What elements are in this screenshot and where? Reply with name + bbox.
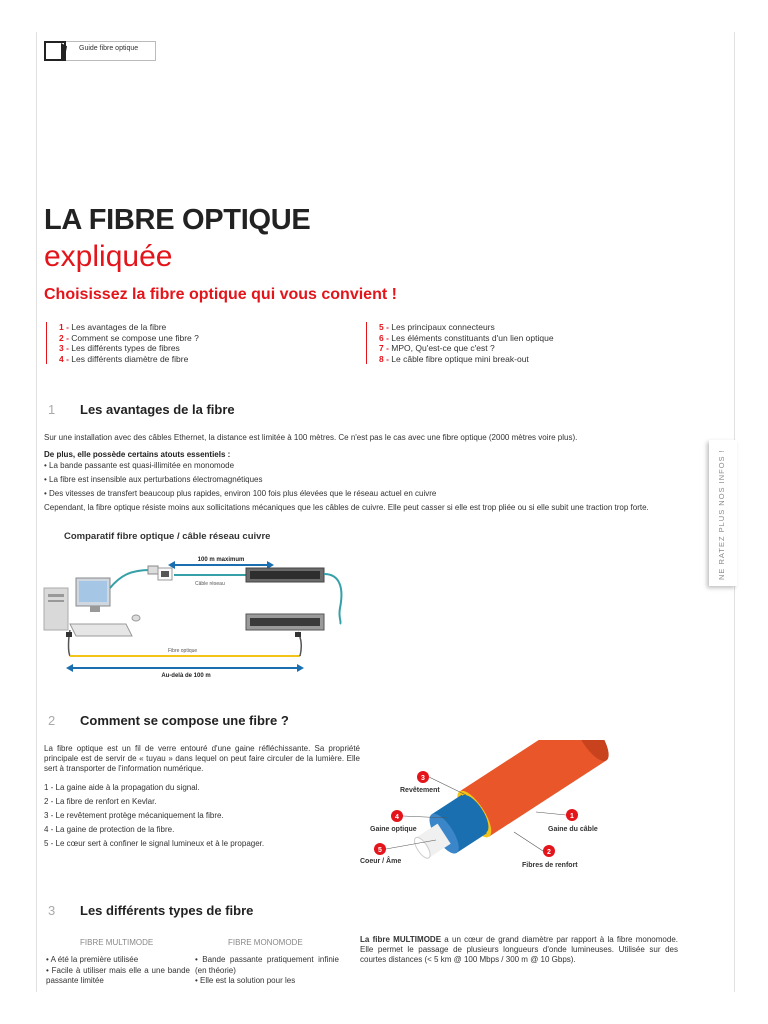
fiber-component-1: 1 - La gaine aide à la propagation du signal. (44, 783, 200, 792)
computer-icon (44, 578, 140, 636)
multimode-description (360, 935, 678, 965)
multimode-column-head: FIBRE MULTIMODE (80, 938, 154, 947)
monomode-column (195, 955, 339, 987)
multimode-column (46, 955, 190, 987)
toc-item-8[interactable]: 8 - Le câble fibre optique mini break-out (379, 353, 529, 364)
newsletter-side-tab[interactable] (709, 440, 737, 586)
svg-text:Gaine optique: Gaine optique (370, 826, 417, 833)
bottom-distance-arrow (66, 664, 304, 679)
fiber-cable-figure (356, 740, 616, 875)
comparison-chart-title: Comparatif fibre optique / câble réseau cuivre (64, 531, 271, 542)
section-2-heading: 2 Comment se compose une fibre ? (48, 713, 289, 728)
multimode-point-2: • Facile à utiliser mais elle a une bande passante limitée (46, 965, 190, 985)
atout-item-2: • La fibre est insensible aux perturbations électromagnétiques (44, 475, 263, 484)
atout-item-3: • Des vitesses de transfert beaucoup plus rapides, environ 100 fois plus élevées que le réseau actuel en cuivre (44, 489, 437, 498)
page-title: LA FIBRE OPTIQUE (44, 204, 311, 236)
callout-1 (536, 809, 598, 833)
switch-top-icon (246, 568, 324, 582)
switch-bottom-icon (246, 614, 324, 630)
fiber-component-3: 3 - Le revêtement protège mécaniquement la fibre. (44, 811, 224, 820)
fiber-component-4: 4 - La gaine de protection de la fibre. (44, 825, 175, 834)
comparison-diagram (40, 548, 360, 688)
monomode-point-1: • Bande passante pratiquement infinie (en théorie) (195, 955, 339, 975)
multimode-description-text: a un cœur de grand diamètre par rapport à la fibre monomode. Elle permet le passage de plusieurs longueurs d'onde lumineuses. Utilisée sur des courtes distances (< 5 km @ 100 Mbps / 300 m @ 10 Gbps). (360, 935, 678, 964)
svg-text:1: 1 (570, 813, 574, 820)
atouts-title: De plus, elle possède certains atouts essentiels : (44, 450, 231, 459)
atout-item-1: • La bande passante est quasi-illimitée en monomode (44, 461, 235, 470)
fiber-component-2: 2 - La fibre de renfort en Kevlar. (44, 797, 157, 806)
svg-text:4: 4 (395, 814, 399, 821)
svg-text:5: 5 (378, 847, 382, 854)
svg-text:3: 3 (421, 775, 425, 782)
multimode-point-1: • A été la première utilisée (46, 955, 139, 964)
callout-3 (400, 771, 466, 795)
fiber-label: Fibre optique (168, 648, 198, 654)
page-subtitle: Choisissez la fibre optique qui vous convient ! (44, 286, 397, 303)
toc-item-2[interactable]: 2 - Comment se compose une fibre ? (59, 332, 199, 343)
top-distance-arrow (168, 553, 274, 569)
monomode-point-2: • Elle est la solution pour les (195, 976, 296, 985)
toc-left (46, 322, 339, 364)
svg-text:Gaine du câble: Gaine du câble (548, 826, 598, 833)
bottom-distance-label: Au-delà de 100 m (161, 673, 211, 679)
section-1-intro: Sur une installation avec des câbles Ethernet, la distance est limitée à 100 mètres. Ce n'est pas le cas avec une fibre optique (2000 mètres voire plus). (44, 433, 578, 442)
section-2-intro: La fibre optique est un fil de verre entouré d'une gaine réfléchissante. Sa propriété principale est de servir de « tuyau » dans lequel on peut faire circuler de la lumière. Elle sert à transporter de l'information numérique. (44, 744, 360, 773)
multimode-description-lead: La fibre MULTIMODE (360, 935, 442, 944)
guide-tab-label: Guide fibre optique (79, 45, 139, 52)
toc-item-7[interactable]: 7 - MPO, Qu'est-ce que c'est ? (379, 343, 495, 353)
svg-text:Revêtement: Revêtement (400, 787, 440, 794)
toc-item-3[interactable]: 3 - Les différents types de fibres (59, 343, 180, 353)
svg-text:Fibres de renfort: Fibres de renfort (522, 862, 578, 869)
toc-item-1[interactable]: 1 - Les avantages de la fibre (59, 322, 167, 332)
section-1-cependant: Cependant, la fibre optique résiste moins aux sollicitations mécaniques que les câbles de cuivre. Elle peut casser si elle est trop pliée ou si elle subit une traction trop forte. (44, 503, 649, 512)
toc-item-6[interactable]: 6 - Les éléments constituants d'un lien optique (379, 332, 554, 343)
top-distance-label: 100 m maximum (197, 557, 245, 563)
fiber-component-5: 5 - Le cœur sert à confiner le signal lumineux et à le propager. (44, 839, 265, 848)
fiber-components-list (44, 781, 264, 851)
newsletter-side-tab-label: NE RATEZ PLUS NOS INFOS ! (717, 449, 726, 580)
svg-text:2: 2 (547, 849, 551, 856)
svg-text:Coeur / Âme: Coeur / Âme (360, 858, 402, 865)
toc-item-5[interactable]: 5 - Les principaux connecteurs (379, 322, 495, 332)
callout-2 (514, 832, 578, 869)
section-3-heading: 3 Les différents types de fibre (48, 903, 254, 918)
toc-right (366, 322, 719, 364)
toc-item-4[interactable]: 4 - Les différents diamètre de fibre (59, 353, 189, 364)
cable-label: Câble réseau (195, 581, 225, 587)
page-title-sub: expliquée (44, 240, 173, 273)
guide-header-tab[interactable] (44, 41, 156, 61)
section-1-atouts (44, 450, 714, 499)
guide-tab-marker-icon (44, 41, 66, 61)
page-border-left (36, 32, 37, 992)
monomode-column-head: FIBRE MONOMODE (228, 938, 303, 947)
section-1-heading: 1 Les avantages de la fibre (48, 402, 235, 417)
